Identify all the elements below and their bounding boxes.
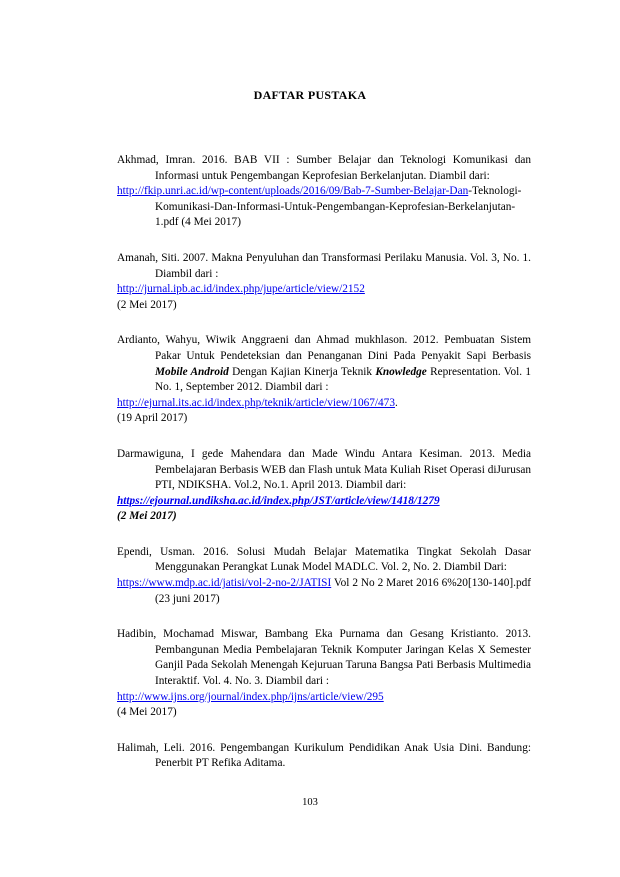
reference-text: Darmawiguna, I gede Mahendara dan Made Windu Antara Kesiman. 2013. Media Pembelajaran Berbasis WEB dan Flash untuk Mata Kuliah Riset Operasi diJurusan PTI, NDIKSHA. Vol.2, No.1. April 2013. Diambil dari: — [117, 447, 531, 492]
page-number: 103 — [302, 797, 318, 808]
reference-text: Hadibin, Mochamad Miswar, Bambang Eka Purnama dan Gesang Kristianto. 2013. Pembangunan Media Pembelajaran Teknik Komputer Jaringan Kelas X Semester Ganjil Pada Sekolah Menengah Kejuruan Taruna Bangsa Pati Berbasis Multimedia Interaktif. Vol. 4. No. 3. Diambil dari : — [117, 628, 531, 688]
reference-text: Dengan Kajian Kinerja Teknik — [228, 365, 376, 378]
reference-line — [117, 690, 531, 706]
reference-text: (2 Mei 2017) — [117, 298, 177, 311]
reference-entry — [117, 333, 531, 427]
reference-text: Ardianto, Wahyu, Wiwik Anggraeni dan Ahmad mukhlason. 2012. Pembuatan Sistem Pakar Untuk Pendeteksian dan Penanganan Dini Pada Penyakit Sapi Berbasis — [117, 334, 531, 362]
reference-link[interactable]: http://ejurnal.its.ac.id/index.php/teknik/article/view/1067/473 — [117, 396, 395, 409]
page-title: DAFTAR PUSTAKA — [253, 88, 367, 102]
reference-line — [117, 705, 531, 721]
reference-line — [117, 509, 531, 525]
reference-italic-term: Knowledge — [375, 365, 427, 378]
reference-line — [117, 494, 531, 510]
reference-entry — [117, 741, 531, 772]
reference-line — [117, 741, 531, 772]
reference-list — [117, 153, 531, 792]
reference-entry — [117, 545, 531, 607]
reference-text: Akhmad, Imran. 2016. BAB VII : Sumber Belajar dan Teknologi Komunikasi dan Informasi untuk Pengembangan Keprofesian Berkelanjutan. Diambil dari: — [117, 154, 531, 182]
reference-line — [117, 627, 531, 689]
reference-link[interactable]: http://www.ijns.org/journal/index.php/ijns/article/view/295 — [117, 690, 384, 703]
reference-line — [117, 447, 531, 494]
reference-link[interactable]: http://fkip.unri.ac.id/wp-content/uploads/2016/09/Bab-7-Sumber-Belajar-Dan — [117, 185, 469, 198]
reference-entry — [117, 153, 531, 231]
reference-entry — [117, 627, 531, 721]
reference-entry — [117, 447, 531, 525]
reference-text: Ependi, Usman. 2016. Solusi Mudah Belajar Matematika Tingkat Sekolah Dasar Menggunakan Perangkat Lunak Model MADLC. Vol. 2, No. 2. Diambil Dari: — [117, 545, 531, 574]
reference-line — [117, 298, 531, 314]
reference-text: Amanah, Siti. 2007. Makna Penyuluhan dan Transformasi Perilaku Manusia. Vol. 3, No. 1. Diambil dari : — [117, 251, 531, 280]
reference-text: Halimah, Leli. 2016. Pengembangan Kurikulum Pendidikan Anak Usia Dini. Bandung: Penerbit PT Refika Aditama. — [117, 741, 531, 770]
reference-line — [117, 153, 531, 184]
reference-entry — [117, 251, 531, 313]
reference-line — [117, 545, 531, 576]
reference-text: (4 Mei 2017) — [117, 706, 177, 719]
reference-line — [117, 411, 531, 427]
reference-line — [117, 251, 531, 282]
reference-text: . — [394, 396, 398, 409]
reference-link[interactable]: http://jurnal.ipb.ac.id/index.php/jupe/article/view/2152 — [117, 283, 365, 296]
reference-line — [117, 333, 531, 395]
reference-link[interactable]: https://www.mdp.ac.id/jatisi/vol-2-no-2/JATISI — [117, 577, 332, 590]
reference-line — [117, 396, 531, 412]
reference-link[interactable]: https://ejournal.undiksha.ac.id/index.php/JST/article/view/1418/1279 — [117, 494, 440, 507]
reference-italic-term: Mobile Android — [155, 365, 229, 378]
reference-text: (2 Mei 2017) — [117, 510, 177, 523]
reference-line — [117, 282, 531, 298]
reference-line — [117, 576, 531, 607]
reference-text: (19 April 2017) — [117, 412, 188, 425]
reference-text: -Teknologi-Komunikasi-Dan-Informasi-Untuk-Pengembangan-Keprofesian-Berkelanjutan-1.pdf (4 Mei 2017) — [155, 185, 522, 229]
reference-text: Vol 2 No 2 Maret 2016 6%20[130-140].pdf (23 juni 2017) — [155, 577, 531, 605]
reference-line — [117, 184, 531, 231]
reference-text: Representation. Vol. 1 No. 1, September 2012. Diambil dari : — [155, 365, 531, 394]
